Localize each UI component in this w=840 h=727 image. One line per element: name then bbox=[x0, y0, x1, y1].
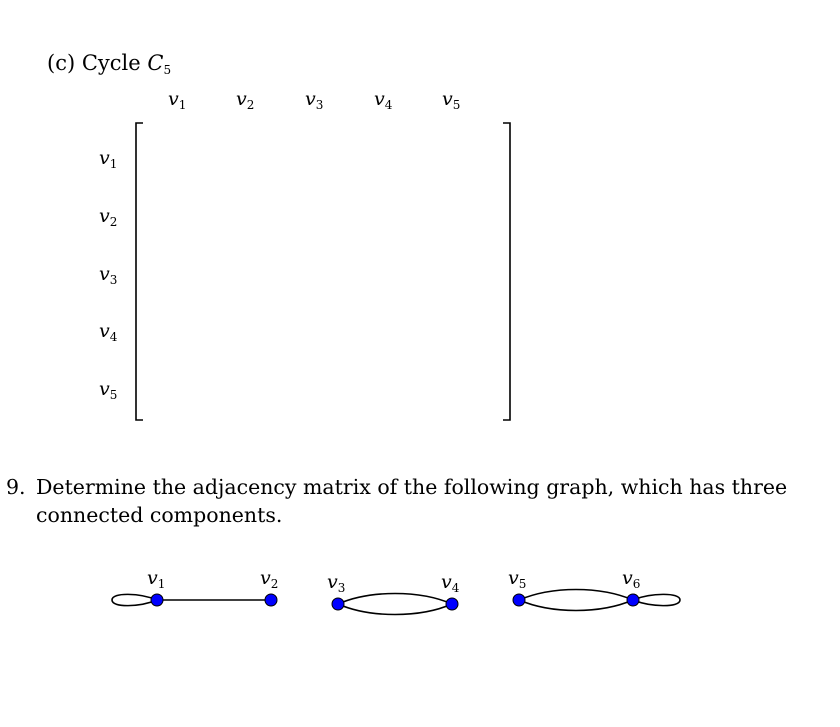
cycle-symbol-subscript: 5 bbox=[163, 63, 172, 77]
vertex-label-sub: 1 bbox=[157, 577, 166, 591]
row-header-sub: 2 bbox=[109, 215, 118, 229]
problem-9-text-line2: connected components. bbox=[36, 503, 283, 527]
col-header-name: v bbox=[374, 88, 385, 110]
vertex-label-name: v bbox=[622, 567, 633, 589]
edge-v5-v6-upper bbox=[519, 590, 633, 601]
graph-label-v3 bbox=[327, 571, 345, 595]
vertex-label-name: v bbox=[260, 567, 271, 589]
matrix-right-bracket bbox=[503, 123, 510, 420]
vertex-label-sub: 3 bbox=[337, 581, 346, 595]
vertex-label-name: v bbox=[441, 571, 452, 593]
vertex-label-name: v bbox=[147, 567, 158, 589]
vertex-v1 bbox=[151, 594, 163, 606]
vertex-label-sub: 5 bbox=[518, 577, 527, 591]
vertex-v4 bbox=[446, 598, 458, 610]
part-c-label: (c) Cycle bbox=[47, 51, 141, 75]
col-header-name: v bbox=[168, 88, 179, 110]
vertex-v2 bbox=[265, 594, 277, 606]
loop-edge-v6 bbox=[633, 594, 680, 605]
loop-edge-v1 bbox=[112, 594, 157, 605]
graph-label-v1 bbox=[147, 567, 165, 591]
row-header-sub: 5 bbox=[109, 388, 118, 402]
row-header-name: v bbox=[99, 147, 110, 169]
row-header-name: v bbox=[99, 205, 110, 227]
col-header-sub: 2 bbox=[246, 98, 255, 112]
vertex-v6 bbox=[627, 594, 639, 606]
problem-9-text-line1: Determine the adjacency matrix of the following graph, which has three bbox=[36, 475, 788, 499]
row-header-sub: 3 bbox=[109, 273, 118, 287]
vertex-label-sub: 2 bbox=[270, 577, 279, 591]
col-header-sub: 1 bbox=[178, 98, 187, 112]
row-header-sub: 4 bbox=[109, 330, 118, 344]
edge-v5-v6-lower bbox=[519, 600, 633, 611]
row-header-name: v bbox=[99, 378, 110, 400]
vertex-label-name: v bbox=[327, 571, 338, 593]
col-header-sub: 5 bbox=[452, 98, 461, 112]
edge-v3-v4-lower bbox=[338, 604, 452, 615]
col-header-name: v bbox=[236, 88, 247, 110]
vertex-label-sub: 4 bbox=[451, 581, 460, 595]
col-header-name: v bbox=[305, 88, 316, 110]
row-header-name: v bbox=[99, 320, 110, 342]
problem-9-number: 9. bbox=[6, 475, 26, 499]
vertex-v3 bbox=[332, 598, 344, 610]
graph-label-v4 bbox=[441, 571, 459, 595]
graph-label-v2 bbox=[260, 567, 278, 591]
matrix-left-bracket bbox=[136, 123, 143, 420]
vertex-v5 bbox=[513, 594, 525, 606]
col-header-sub: 3 bbox=[315, 98, 324, 112]
vertex-label-name: v bbox=[508, 567, 519, 589]
col-header-sub: 4 bbox=[384, 98, 393, 112]
row-header-name: v bbox=[99, 263, 110, 285]
graph-label-v5 bbox=[508, 567, 526, 591]
graph-label-v6 bbox=[622, 567, 640, 591]
edge-v3-v4-upper bbox=[338, 594, 452, 605]
cycle-symbol-letter: C bbox=[147, 51, 164, 75]
vertex-label-sub: 6 bbox=[632, 577, 641, 591]
col-header-name: v bbox=[442, 88, 453, 110]
row-header-sub: 1 bbox=[109, 157, 118, 171]
